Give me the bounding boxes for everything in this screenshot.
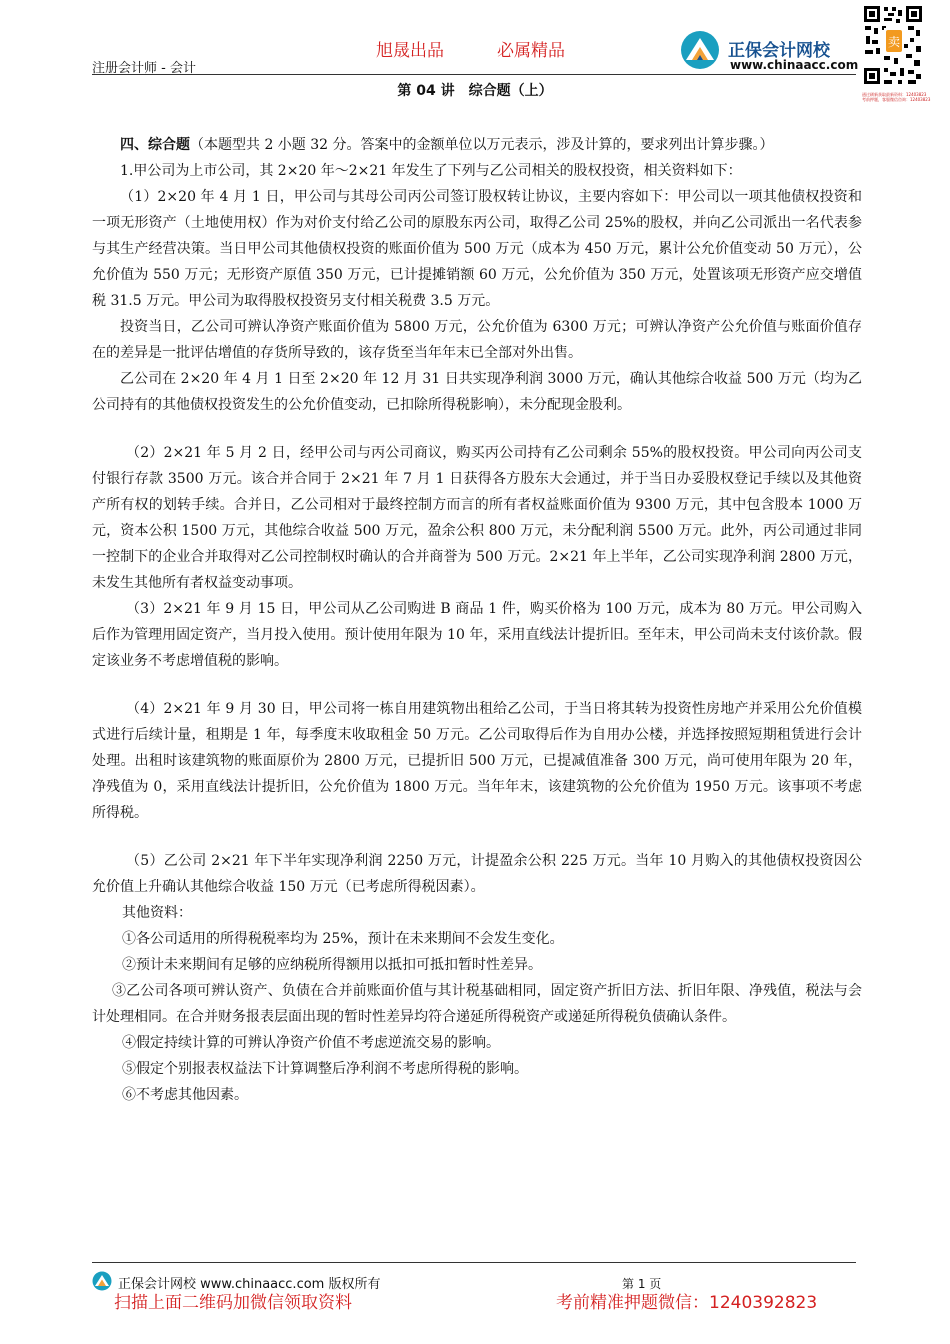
qr-note-line: 通过刷新获取最新资料：12403823 xyxy=(862,92,927,97)
page-title: 第 04 讲 综合题（上） xyxy=(397,83,553,99)
qr-badge: 卖 xyxy=(887,35,901,49)
document-subject: 注册会计师 - 会计 xyxy=(92,61,196,76)
other-info-heading: 其他资料： xyxy=(122,905,192,921)
footer-copyright: 正保会计网校 www.chinaacc.com 版权所有 xyxy=(118,1277,381,1292)
item-4-paragraph: （4）2×21 年 9 月 30 日，甲公司将一栋自用建筑物出租给乙公司，于当日将其转为投资性房地产并采用公允价值模式进行后续计量，租期是 1 年，每季度末收取租金 50 万元。乙公司取得后作为自用办公楼，并选择按照短期租赁进行会计处理。出租时该建筑物的账面原价为 2800 万元，已提折旧 500 万元，已提减值准备 300 万元，尚可使用年限为 20 年，净残值为 0，采用直线法计提折旧，公允价值为 1800 万元。当年年末，该建筑物的公允价值为 1950 万元。该事项不考虑所得税。 xyxy=(92,701,862,821)
footer-logo-icon xyxy=(92,1271,112,1291)
section-heading-paragraph xyxy=(92,132,862,158)
qr-note-line: 考前押题，客服微信咨询：12403823 xyxy=(862,97,931,102)
brand-url: www.chinaacc.com xyxy=(730,58,859,72)
item-2-paragraph: （2）2×21 年 5 月 2 日，经甲公司与丙公司商议，购买丙公司持有乙公司剩余 55%的股权投资。甲公司向丙公司支付银行存款 3500 万元。该合并合同于 2×21 年 7 月 1 日获得各方股东大会通过，并于当日办妥股权登记手续以及其他资产所有权的划转手续。合并日，乙公司相对于最终控制方而言的所有者权益账面价值为 9300 万元，其中包含股本 1000 万元，资本公积 1500 万元，其他综合收益 500 万元，盈余公积 800 万元，未分配利润 5500 万元。此外，丙公司通过非同一控制下的企业合并取得对乙公司控制权时确认的合并商誉为 500 万元。2×21 年上半年，乙公司实现净利润 2800 万元，未发生其他所有者权益变动事项。 xyxy=(92,445,862,591)
item-1-paragraph: （1）2×20 年 4 月 1 日，甲公司与其母公司丙公司签订股权转让协议，主要内容如下：甲公司以一项其他债权投资和一项无形资产（土地使用权）作为对价支付给乙公司的原股东丙公司，取得乙公司 25%的股权，并向乙公司派出一名代表参与其生产经营决策。当日甲公司其他债权投资的账面价值为 500 万元（成本为 450 万元，累计公允价值变动 50 万元），公允价值为 550 万元；无形资产原值 350 万元，已计提摊销额 60 万元，公允价值为 350 万元，处置该项无形资产应交增值税 31.5 万元。甲公司为取得股权投资另支付相关税费 3.5 万元。 xyxy=(92,189,862,309)
footer-divider xyxy=(92,1262,856,1263)
promo-wechat-text: 考前精准押题微信：1240392823 xyxy=(556,1293,818,1313)
item-1-investment-day: 投资当日，乙公司可辨认净资产账面价值为 5800 万元，公允价值为 6300 万元；可辨认净资产公允价值与账面价值存在的差异是一批评估增值的存货所导致的，该存货至当年年末已全部对外出售。 xyxy=(92,319,862,361)
other-info-1: ①各公司适用的所得税税率均为 25%，预计在未来期间不会发生变化。 xyxy=(122,931,564,947)
brand-name: 正保会计网校 xyxy=(728,41,830,61)
other-info-5: ⑤假定个别报表权益法下计算调整后净利润不考虑所得税的影响。 xyxy=(122,1061,528,1077)
slogan-right: 必属精品 xyxy=(497,41,565,61)
section-intro: （本题型共 2 小题 32 分。答案中的金额单位以万元表示，涉及计算的，要求列出计算步骤。） xyxy=(190,137,774,153)
page-number: 第 1 页 xyxy=(622,1277,662,1291)
brand-logo-icon xyxy=(680,30,720,70)
item-3-paragraph: （3）2×21 年 9 月 15 日，甲公司从乙公司购进 B 商品 1 件，购买价格为 100 万元，成本为 80 万元。甲公司购入后作为管理用固定资产，当月投入使用。预计使用年限为 10 年，采用直线法计提折旧。至年末，甲公司尚未支付该价款。假定该业务不考虑增值税的影响。 xyxy=(92,601,862,669)
other-info-2: ②预计未来期间有足够的应纳税所得额用以抵扣可抵扣暂时性差异。 xyxy=(122,957,542,973)
slogan-left: 旭晟出品 xyxy=(376,41,444,61)
document-body xyxy=(92,132,862,1108)
section-heading: 四、综合题 xyxy=(120,137,190,153)
qr-code-icon xyxy=(862,4,924,90)
other-info-3: ③乙公司各项可辨认资产、负债在合并前账面价值与其计税基础相同，固定资产折旧方法、折旧年限、净残值，税法与会计处理相同。在合并财务报表层面出现的暂时性差异均符合递延所得税资产或递延所得税负债确认条件。 xyxy=(92,983,862,1025)
other-info-6: ⑥不考虑其他因素。 xyxy=(122,1087,248,1103)
question-intro: 1.甲公司为上市公司，其 2×20 年～2×21 年发生了下列与乙公司相关的股权投资，相关资料如下： xyxy=(120,163,742,179)
other-info-4: ④假定持续计算的可辨认净资产价值不考虑逆流交易的影响。 xyxy=(122,1035,500,1051)
item-1-profit: 乙公司在 2×20 年 4 月 1 日至 2×20 年 12 月 31 日共实现净利润 3000 万元，确认其他综合收益 500 万元（均为乙公司持有的其他债权投资发生的公允价值变动，已扣除所得税影响），未分配现金股利。 xyxy=(92,371,862,413)
promo-qr-text: 扫描上面二维码加微信领取资料 xyxy=(114,1293,352,1313)
item-5-paragraph: （5）乙公司 2×21 年下半年实现净利润 2250 万元，计提盈余公积 225 万元。当年 10 月购入的其他债权投资因公允价值上升确认其他综合收益 150 万元（已考虑所得税因素）。 xyxy=(92,853,862,895)
header-divider xyxy=(92,74,856,75)
